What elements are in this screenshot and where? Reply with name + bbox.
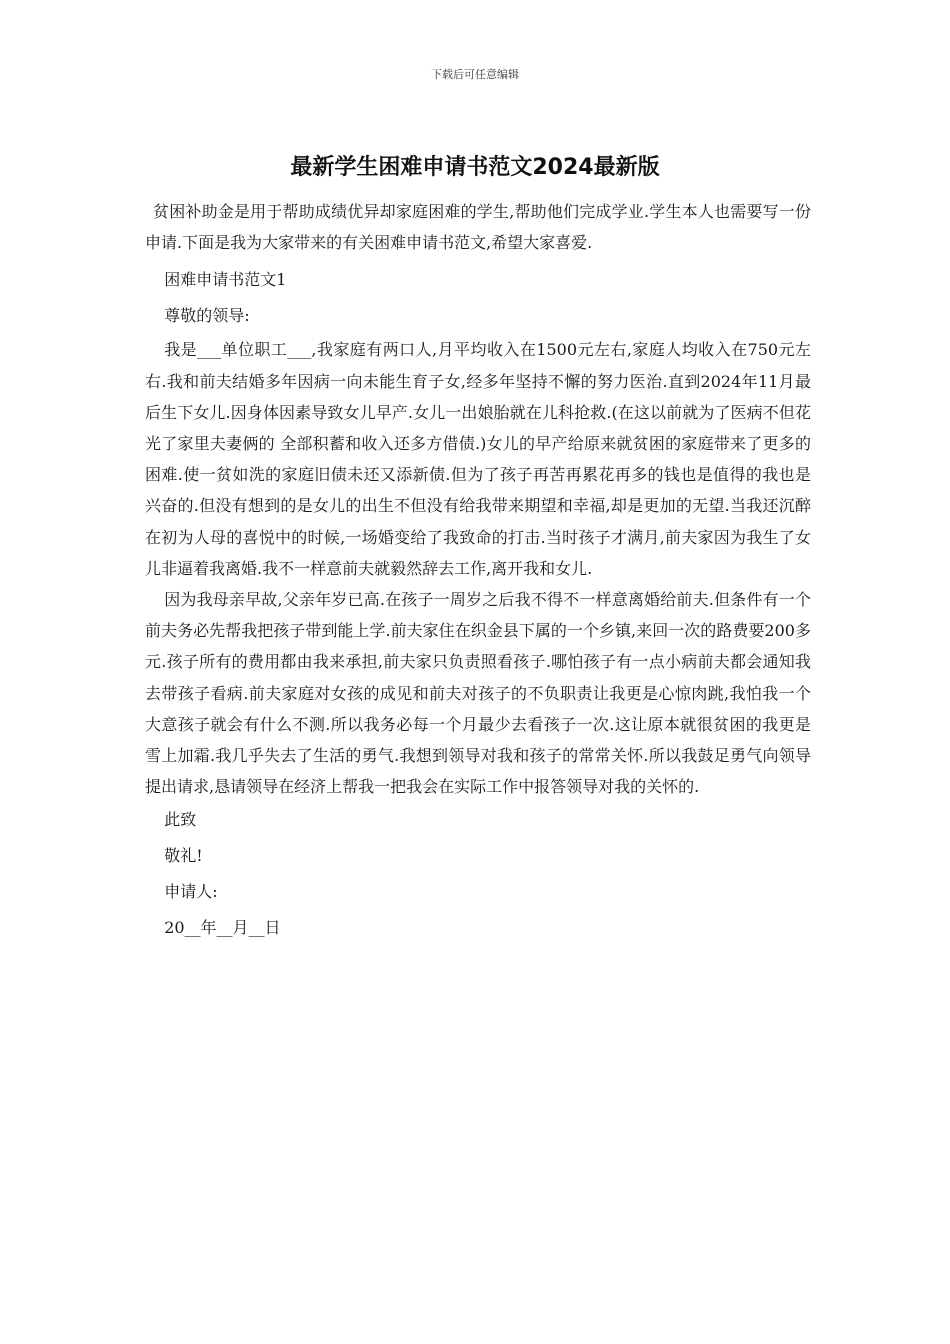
body-paragraph-1: 我是___单位职工___,我家庭有两口人,月平均收入在1500元左右,家庭人均收入在750元左右.我和前夫结婚多年因病一向未能生育子女,经多年坚持不懈的努力医治.直到2024年11月最后生下女儿.因身体因素导致女儿早产.女儿一出娘胎就在儿科抢救.(在这以前就为了医病不但花光了家里夫妻俩的 全部积蓄和收入还多方借债.)女儿的早产给原来就贫困的家庭带来了更多的困难.使一贫如洗的家庭旧债未还又添新债.但为了孩子再苦再累花再多的钱也是值得的我也是兴奋的.但没有想到的是女儿的出生不但没有给我带来期望和幸福,却是更加的无望.当我还沉醉在初为人母的喜悦中的时候,一场婚变给了我致命的打击.当时孩子才满月,前夫家因为我生了女儿非逼着我离婚.我不一样意前夫就毅然辞去工作,离开我和女儿. [145, 340, 811, 578]
salutation: 尊敬的领导: [164, 306, 250, 326]
intro-paragraph: 贫困补助金是用于帮助成绩优异却家庭困难的学生,帮助他们完成学业.学生本人也需要写一份申请.下面是我为大家带来的有关困难申请书范文,希望大家喜爱. [145, 202, 811, 253]
section-heading: 困难申请书范文1 [164, 270, 287, 290]
document-body [145, 196, 811, 946]
closing-line-1: 此致 [164, 810, 197, 830]
closing-line-2: 敬礼! [164, 846, 203, 866]
date-line: 20__年__月__日 [164, 918, 281, 938]
body-paragraph-2: 因为我母亲早故,父亲年岁已高.在孩子一周岁之后我不得不一样意离婚给前夫.但条件有一个前夫务必先帮我把孩子带到能上学.前夫家住在织金县下属的一个乡镇,来回一次的路费要200多元.孩子所有的费用都由我来承担,前夫家只负责照看孩子.哪怕孩子有一点小病前夫都会通知我去带孩子看病.前夫家庭对女孩的成见和前夫对孩子的不负职责让我更是心惊肉跳,我怕我一个大意孩子就会有什么不测.所以我务必每一个月最少去看孩子一次.这让原本就很贫困的我更是雪上加霜.我几乎失去了生活的勇气.我想到领导对我和孩子的常常关怀.所以我鼓足勇气向领导提出请求,恳请领导在经济上帮我一把我会在实际工作中报答领导对我的关怀的. [145, 590, 811, 797]
applicant-line: 申请人: [164, 882, 218, 902]
header-note: 下载后可任意编辑 [431, 68, 519, 81]
document-title: 最新学生困难申请书范文2024最新版 [290, 155, 660, 180]
